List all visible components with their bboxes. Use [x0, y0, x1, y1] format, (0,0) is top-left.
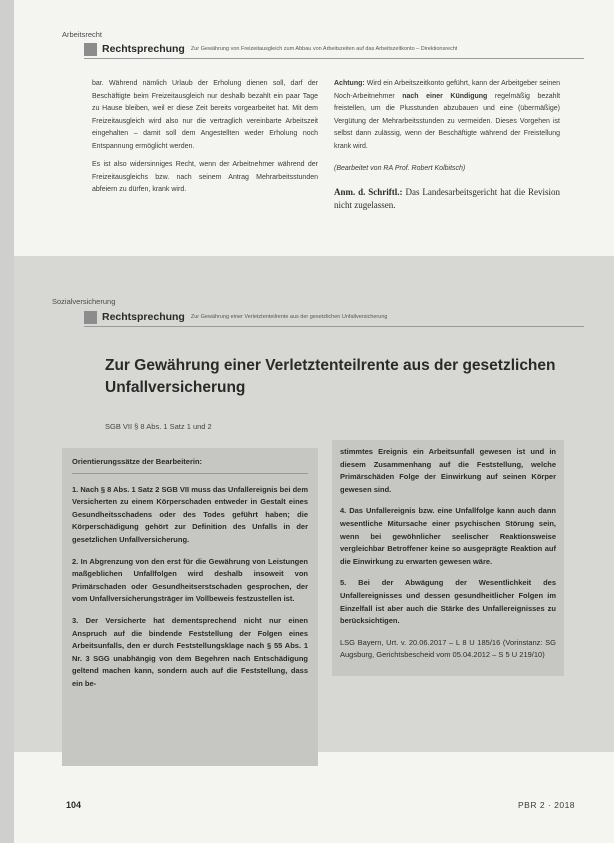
- running-header-second: [84, 310, 584, 324]
- square-bullet-icon: [84, 311, 97, 324]
- principle-5: 5. Bei der Abwägung der Wesentlichkeit des Unfallereignisses und dessen gesundheitlicher Folgen im Einzelfall ist aber auch die Stärke des Unfallereignisses zu berücksichtigen.: [340, 578, 556, 626]
- legal-reference: SGB VII § 8 Abs. 1 Satz 1 und 2: [105, 422, 212, 431]
- author-note-text: Das Landesarbeitsgericht hat die Revision nicht zugelassen.: [334, 186, 560, 210]
- square-bullet-icon: [84, 43, 97, 56]
- paragraph: Es ist also widersinniges Recht, wenn der Arbeitnehmer während der Freizeitausgleichs bzw. nach seinem Antrag Mehrarbeitsstunden abfeiern zu dürfen, krank wird.: [92, 161, 318, 193]
- running-header-top: [84, 42, 584, 56]
- article-title: Zur Gewährung einer Verletztenteilrente aus der gesetzlichen Unfallversicherung: [105, 357, 556, 396]
- header-title: Rechtsprechung: [102, 43, 185, 55]
- paragraph: bar. Während nämlich Urlaub der Erholung dienen soll, darf der Beschäftigte beim Freizeitausgleich nur deshalb bezahlt ein paar Tage zu Hause bleiben, weil er diese Zeit bereits vorgearbeitet hat. Mit dem Freizeitausgleich wird also nur die vertraglich vereinbarte Arbeitszeit eingehalten – damit soll dem Angestellten weder Erholung noch Entspannung ermöglicht werden.: [92, 80, 318, 150]
- header-subtitle: Zur Gewährung einer Verletztenteilrente aus der gesetzlichen Unfallversicherung: [190, 314, 388, 320]
- achtung-bold: nach einer Kündigung: [402, 92, 488, 100]
- guiding-principles-box-right: [332, 440, 564, 676]
- principle-3: 3. Der Versicherte hat dementsprechend nicht nur einen Anspruch auf die bindende Feststellung der Folgen eines Arbeitsunfalls, den er durch Feststellungsklage nach § 55 Abs. 1 Nr. 3 SGG unabhängig von dem Begehren nach Entschädigung geltend machen kann, sondern auch auf die Feststellung, dass ein be-: [72, 615, 308, 688]
- box-heading: Orientierungssätze der Bearbeiterin:: [72, 456, 308, 474]
- section-label-sozialversicherung: Sozialversicherung: [52, 297, 116, 306]
- header-rule: [84, 326, 584, 327]
- principle-1: 1. Nach § 8 Abs. 1 Satz 2 SGB VII muss das Unfallereignis bei dem Versicherten zu einem Körperschaden entweder in Gestalt eines Gesundheitsschadens oder des Todes geführt haben; die Körperschädigung gehört zur Definition des Unfalls in der gesetzlichen Unfallversicherung.: [72, 484, 308, 544]
- principle-2: 2. In Abgrenzung von den erst für die Gewährung von Leistungen maßgeblichen Unfallfolgen wird deshalb insoweit von Primärschaden oder Gesundheitserstschaden gesprochen, der vom Unfallversicherungsträger im Vollbeweis festzustellen ist.: [72, 556, 308, 604]
- header-rule: [84, 58, 584, 59]
- page-number: 104: [66, 800, 82, 810]
- achtung-text-b: regelmäßig bezahlt freistellen, um die Plusstunden abzubauen und eine (übermäßige) Vergütung der Mehrarbeitsstunden zu vermeiden. Dieses Vorgehen ist selbst dann zulässig, wenn der Beschäftigte während der Freistellung krank wird.: [334, 92, 561, 150]
- top-right-column: [334, 78, 560, 218]
- achtung-text-a: Wird ein Arbeitszeitkonto geführt, kann der Arbeitgeber seinen Noch-Arbeitnehmer: [334, 80, 560, 100]
- principle-3-continued: stimmtes Ereignis ein Arbeitsunfall gewesen ist und in diesem Zusammenhang auf die Feststellung, welche Primärschäden Folge der Einwirkung auf seinen Körper gewesen sind.: [340, 447, 556, 494]
- achtung-label: Achtung:: [334, 80, 365, 87]
- section-label-arbeitsrecht: Arbeitsrecht: [62, 30, 103, 39]
- top-left-column: [92, 78, 318, 203]
- author-note-label: Anm. d. Schriftl.:: [334, 186, 403, 197]
- achtung-paragraph: [334, 78, 560, 153]
- editor-credit: (Bearbeitet von RA Prof. Robert Kolbitsch): [334, 165, 466, 172]
- header-title: Rechtsprechung: [102, 311, 185, 323]
- principle-4: 4. Das Unfallereignis bzw. eine Unfallfolge kann auch dann wesentliche Mitursache einer psychischen Störung sein, wenn bei gewöhnlicher seelischer Reaktionsweise vergleichbar Betroffener keine so ausgeprägte Reaktion auf die Einwirkung zu erwarten gewesen wäre.: [340, 506, 556, 566]
- guiding-principles-box-left: [62, 448, 318, 766]
- court-citation: LSG Bayern, Urt. v. 20.06.2017 – L 8 U 185/16 (Vorinstanz: SG Augsburg, Gerichtsbescheid vom 05.04.2012 – S 5 U 219/10): [340, 637, 556, 660]
- author-note: [334, 186, 560, 212]
- journal-issue: PBR 2 · 2018: [518, 800, 576, 810]
- header-subtitle: Zur Gewährung von Freizeitausgleich zum Abbau von Arbeitszeiten auf das Arbeitszeitkonto – Direktionsrecht: [190, 46, 458, 52]
